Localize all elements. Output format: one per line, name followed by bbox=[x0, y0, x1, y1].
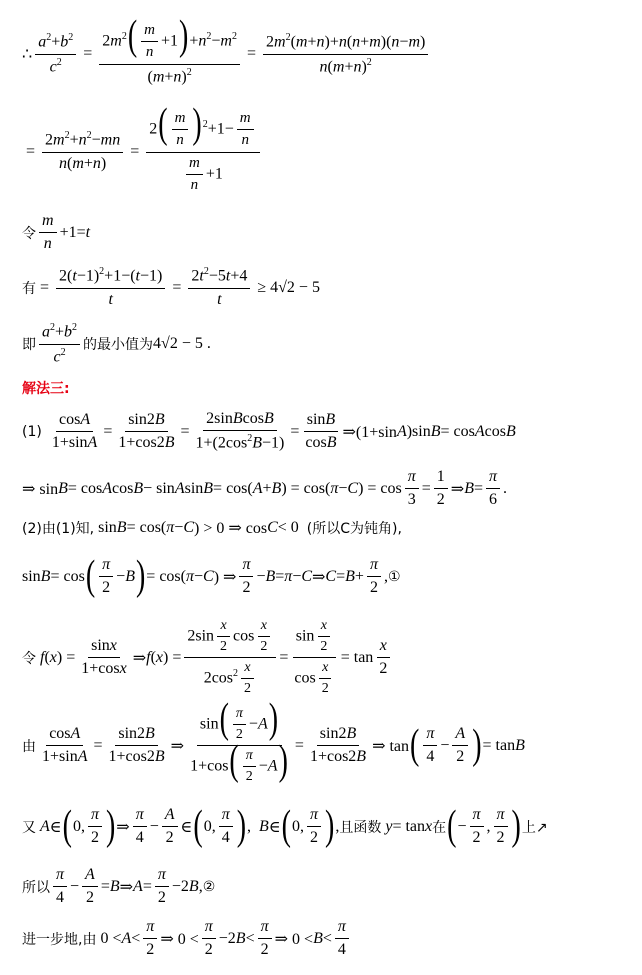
equation-line-9: (2)由(1)知, sin B = cos( π − C ) > 0 ⇒ cos C < 0 (所以C为钝角), bbox=[22, 519, 402, 537]
equation-line-10: sin B = cos ( $\frac{\pi}{2}$ − B ) = cos( π − C ) ⇒ $\frac{\pi}{2}$ − B = π − C ⇒ C = B + $\frac{\pi}{2}$ , ① bbox=[22, 552, 401, 600]
equation-line-13: 又 A ∈ ( 0, $\frac{\pi}{2}$ ) ⇒ $\frac{\pi}{4}$ − $\frac{A}{2}$ ∈ ( 0, $\frac{\pi}{4}$ ) , B ∈ ( 0, $\frac{\pi}{2}$ ) , 且函数 y = tan x 在 ( − $\frac{\pi}{2}$ , $\frac{\pi}{2}$ ) 上↗ bbox=[22, 802, 548, 850]
fraction: $\frac{a^2+b^2}{c^2}$ bbox=[35, 32, 76, 76]
equation-line-14: 所以 $\frac{\pi}{4}$ − $\frac{A}{2}$ = B ⇒ A = $\frac{\pi}{2}$ −2 B , ② bbox=[22, 866, 216, 907]
fraction: $2m^2$( $\frac{m}{n}$ $+1)+n^2-m^2$ $(m+n)^2$ bbox=[99, 22, 240, 86]
equation-line-1: ∴ $\frac{a^2+b^2}{c^2}$ = $2m^2$( $\frac{m}{n}$ $+1)+n^2-m^2$ $(m+n)^2$ = $\frac{2m^2(m+n)+n(n+m)(n-m)}{n(m+n)^2}$ bbox=[22, 22, 431, 86]
equation-line-7: (1) $\frac{\cos A}{1+\sin A}$ = $\frac{\sin 2B}{1+\cos 2B}$ = $\frac{\text{2sinBcosB}}{1+(2\cos^2B-1)}$ = $\frac{\sin B}{\cos B}$ ⇒(1+sin A )sin B = cos A cos B bbox=[22, 410, 516, 452]
equation-line-2: = $\frac{2m^2+n^2-mn}{n(m+n)}$ = 2( $\frac{m}{n}$ )$^2$+1− $\frac{m}{n}$ $\frac{m}{n}$ +1 bbox=[22, 110, 263, 194]
equation-line-3: 令 $\frac{m}{n}$ +1= t bbox=[22, 212, 91, 253]
equation-line-11: 令 f ( x ) = $\frac{\sin x}{1+\cos x}$ ⇒ f ( x ) = 2sin $\frac{x}{2}$ cos $\frac{x}{2}$ $2\cos^2$ $\frac{x}{2}$ = sin $\frac{x}{2}$ cos $\frac{x}{2}$ = tan $\frac{x}{2}$ bbox=[22, 618, 393, 697]
equation-line-15: 进一步地,由 0 < A < $\frac{\pi}{2}$ ⇒ 0 < $\frac{\pi}{2}$ −2 B < $\frac{\pi}{2}$ ⇒ 0 < B < $\frac{\pi}{4}$ bbox=[22, 918, 352, 960]
equation-line-12: 由 $\frac{\cos A}{1+\sin A}$ = $\frac{\sin 2B}{1+\cos 2B}$ ⇒ sin( $\frac{\pi}{2}$ −A) 1+cos( $\frac{\pi}{2}$ −A) = $\frac{\sin 2B}{1+\cos 2B}$ ⇒ tan ( $\frac{\pi}{4}$ − $\frac{A}{2}$ ) = tan B bbox=[22, 696, 525, 785]
equation-line-5: 即 $\frac{a^2+b^2}{c^2}$ 的最小值为 4√2 − 5 . bbox=[22, 322, 211, 366]
equation-line-8: ⇒ sin B = cos A cos B − sin A sin B = cos( A + B ) = cos( π − C ) = cos $\frac{\pi}{3}$ = $\frac{1}{2}$ ⇒ B = $\frac{\pi}{6}$ . bbox=[22, 468, 508, 509]
fraction: $\frac{2m^2(m+n)+n(n+m)(n-m)}{n(m+n)^2}$ bbox=[263, 32, 428, 76]
method-heading: 解法三: bbox=[22, 381, 70, 397]
equation-line-4: 有 = $\frac{2(t-1)^2+1-(t-1)}{t}$ = $\frac{2t^2-5t+4}{t}$ ≥ 4√2 − 5 bbox=[22, 266, 320, 308]
